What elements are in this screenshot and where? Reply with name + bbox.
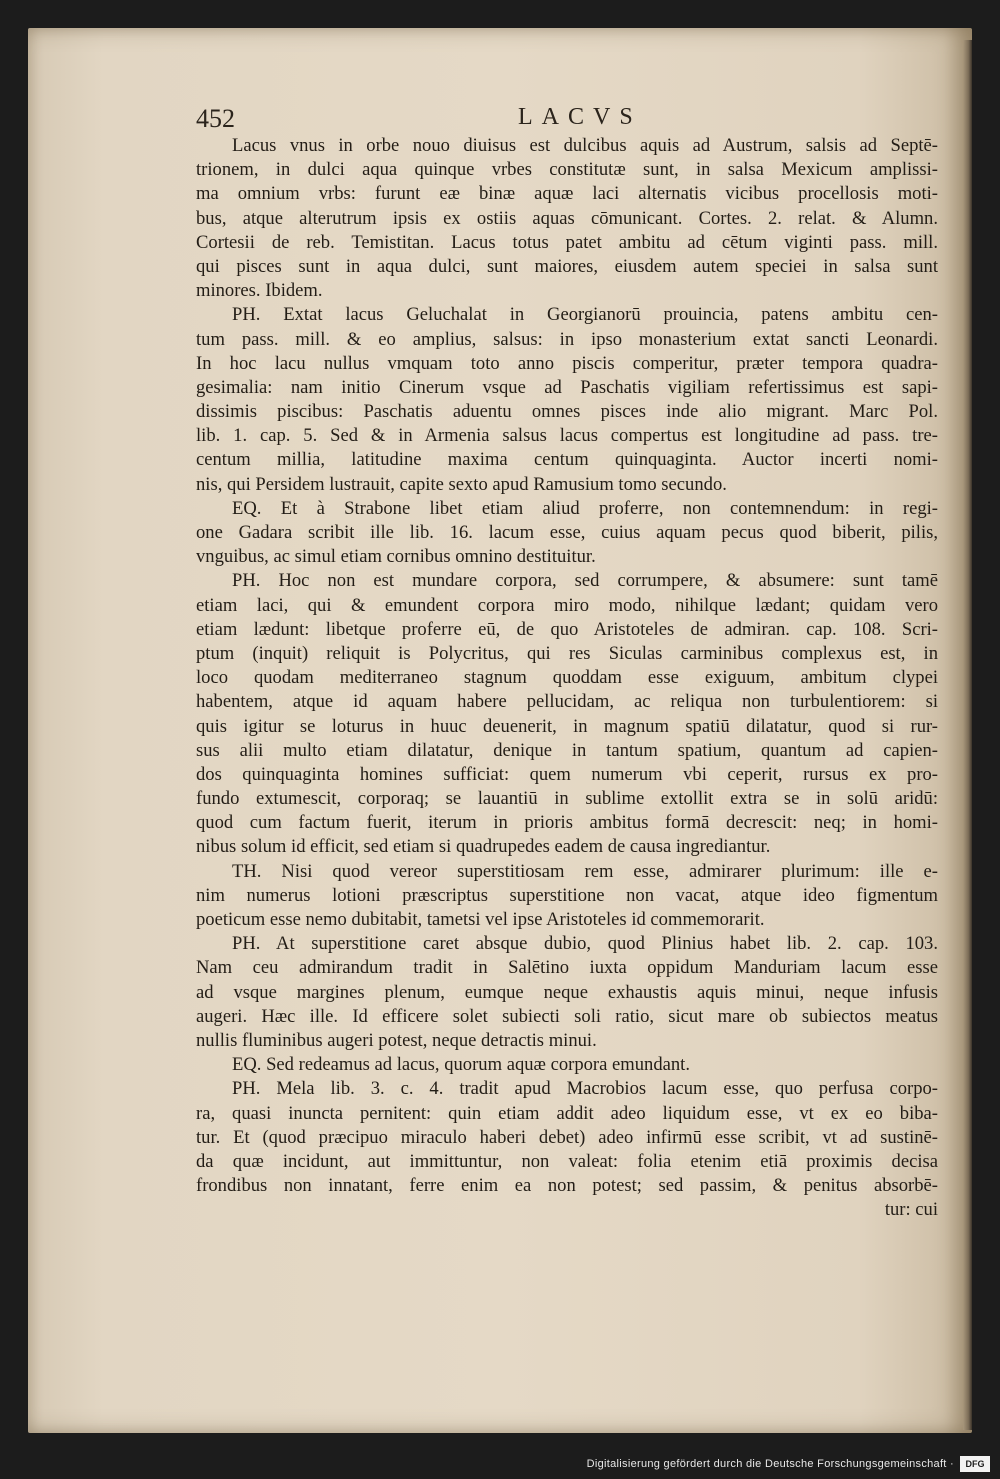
text-line: nim numerus lotioni præscriptus superstitione non vacat, atque ideo figmentum	[196, 884, 938, 906]
text-line: vnguibus, ac simul etiam cornibus omnino destituitur.	[196, 546, 596, 568]
text-line: lib. 1. cap. 5. Sed & in Armenia salsus lacus compertus est longitudine ad pass. tre-	[196, 425, 938, 447]
text-line: ra, quasi inuncta pernitent: quin etiam addit adeo liquidum esse, vt ex eo biba-	[196, 1102, 938, 1124]
text-line: loco quodam mediterraneo stagnum quoddam esse exiguum, ambitum clypei	[196, 667, 938, 689]
text-line: habentem, atque id aquam habere pellucidam, ac reliqua non turbulentiorem: si	[196, 691, 938, 713]
text-line: nullis fluminibus augeri potest, neque detractis minui.	[196, 1029, 597, 1051]
body-text	[196, 134, 938, 1222]
text-line: quod cum factum fuerit, iterum in prioris ambitus formā decrescit: neq; in homi-	[196, 812, 938, 834]
text-line: qui pisces sunt in aqua dulci, sunt maiores, eiusdem autem speciei in salsa sunt	[196, 255, 938, 277]
text-line: TH. Nisi quod vereor superstitiosam rem esse, admirarer plurimum: ille e-	[232, 860, 938, 882]
text-line: da quæ incidunt, aut immittuntur, non valeat: folia etenim etiā proximis decisa	[196, 1150, 938, 1172]
text-line: In hoc lacu nullus vmquam toto anno piscis comperitur, præter tempora quadra-	[196, 352, 938, 374]
page-header	[196, 104, 936, 136]
text-line: tum pass. mill. & eo amplius, salsus: in ipso monasterium extat sancti Leonardi.	[196, 328, 938, 350]
text-line: augeri. Hæc ille. Id efficere solet subiecti soli ratio, sicut mare ob subiectos meatus	[196, 1005, 938, 1027]
text-line: PH. Extat lacus Geluchalat in Georgianorū prouincia, patens ambitu cen-	[232, 304, 938, 326]
text-line: etiam laci, qui & emundent corpora miro modo, nihilque lædant; quidam vero	[196, 594, 938, 616]
text-line: fundo extumescit, corporaq; se lauantiū in sublime extollit extra se in solū aridū:	[196, 788, 938, 810]
text-line: dos quinquaginta homines sufficiat: quem numerum vbi ceperit, rursus ex pro-	[196, 763, 938, 785]
page-number: 452	[196, 104, 235, 133]
text-line: EQ. Sed redeamus ad lacus, quorum aquæ corpora emundant.	[232, 1054, 690, 1076]
dfg-logo: DFG	[960, 1456, 990, 1472]
text-line: quis igitur se loturus in huuc deuenerit, in magnum spatiū dilatatur, quod si rur-	[196, 715, 938, 737]
text-line: tur: cui	[884, 1199, 938, 1221]
text-line: centum millia, latitudine maxima centum quinquaginta. Auctor incerti nomi-	[196, 449, 938, 471]
page-edge	[963, 40, 972, 1430]
text-line: EQ. Et à Strabone libet etiam aliud proferre, non contemnendum: in regi-	[232, 497, 938, 519]
text-line: bus, atque alterutrum ipsis ex ostiis aquas cōmunicant. Cortes. 2. relat. & Alumn.	[196, 207, 938, 229]
text-line: PH. At superstitione caret absque dubio, quod Plinius habet lib. 2. cap. 103.	[232, 933, 938, 955]
text-line: frondibus non innatant, ferre enim ea non potest; sed passim, & penitus absorbē-	[196, 1175, 938, 1197]
text-line: Cortesii de reb. Temistitan. Lacus totus patet ambitu ad cētum viginti pass. mill.	[196, 231, 938, 253]
text-line: one Gadara scribit ille lib. 16. lacum esse, cuius aquam pecus quod biberit, pilis,	[196, 522, 938, 543]
text-line: nis, qui Persidem lustrauit, capite sexto apud Ramusium tomo secundo.	[196, 473, 727, 495]
text-line: Nam ceu admirandum tradit in Salētino iuxta oppidum Manduriam lacum esse	[196, 957, 938, 979]
text-line: sus alii multo etiam dilatatur, denique in tantum spatium, quantum ad capien-	[196, 739, 938, 761]
text-line: trionem, in dulci aqua quinque vrbes constitutæ sunt, in salsa Mexicum amplissi-	[196, 159, 938, 181]
text-line: minores. Ibidem.	[196, 280, 323, 302]
text-line: ad vsque margines plenum, eumque neque exhaustis aquis minui, neque infusis	[196, 981, 938, 1003]
text-line: ma omnium vrbs: furunt eæ binæ aquæ laci alternatis vicibus procellosis moti-	[196, 183, 938, 205]
running-head: LACVS	[518, 104, 642, 130]
text-line: PH. Hoc non est mundare corpora, sed corrumpere, & absumere: sunt tamē	[232, 570, 938, 592]
text-line: dissimis piscibus: Paschatis aduentu omnes pisces inde alio migrant. Marc Pol.	[196, 401, 938, 423]
text-line: nibus solum id efficit, sed etiam si quadrupedes eadem de causa ingrediantur.	[196, 836, 771, 858]
text-line: etiam lædunt: libetque proferre eū, de quo Aristoteles de admiran. cap. 108. Scri-	[196, 618, 938, 640]
text-line: poeticum esse nemo dubitabit, tametsi vel ipse Aristoteles id commemorarit.	[196, 909, 765, 930]
funding-credit: Digitalisierung gefördert durch die Deutsche Forschungsgemeinschaft ·	[586, 1458, 954, 1470]
text-line: ptum (inquit) reliquit is Polycritus, qui res Siculas carminibus complexus est, in	[196, 642, 938, 664]
footer-bar	[0, 1449, 1000, 1479]
text-line: tur. Et (quod præcipuo miraculo haberi debet) adeo infirmū esse scribit, vt ad sustinē-	[196, 1126, 938, 1148]
text-line: Lacus vnus in orbe nouo diuisus est dulcibus aquis ad Austrum, salsis ad Septē-	[232, 135, 938, 156]
text-line: PH. Mela lib. 3. c. 4. tradit apud Macrobios lacum esse, quo perfusa corpo-	[232, 1078, 938, 1100]
text-line: gesimalia: nam initio Cinerum vsque ad Paschatis vigiliam refertissimus est sapi-	[196, 376, 938, 398]
